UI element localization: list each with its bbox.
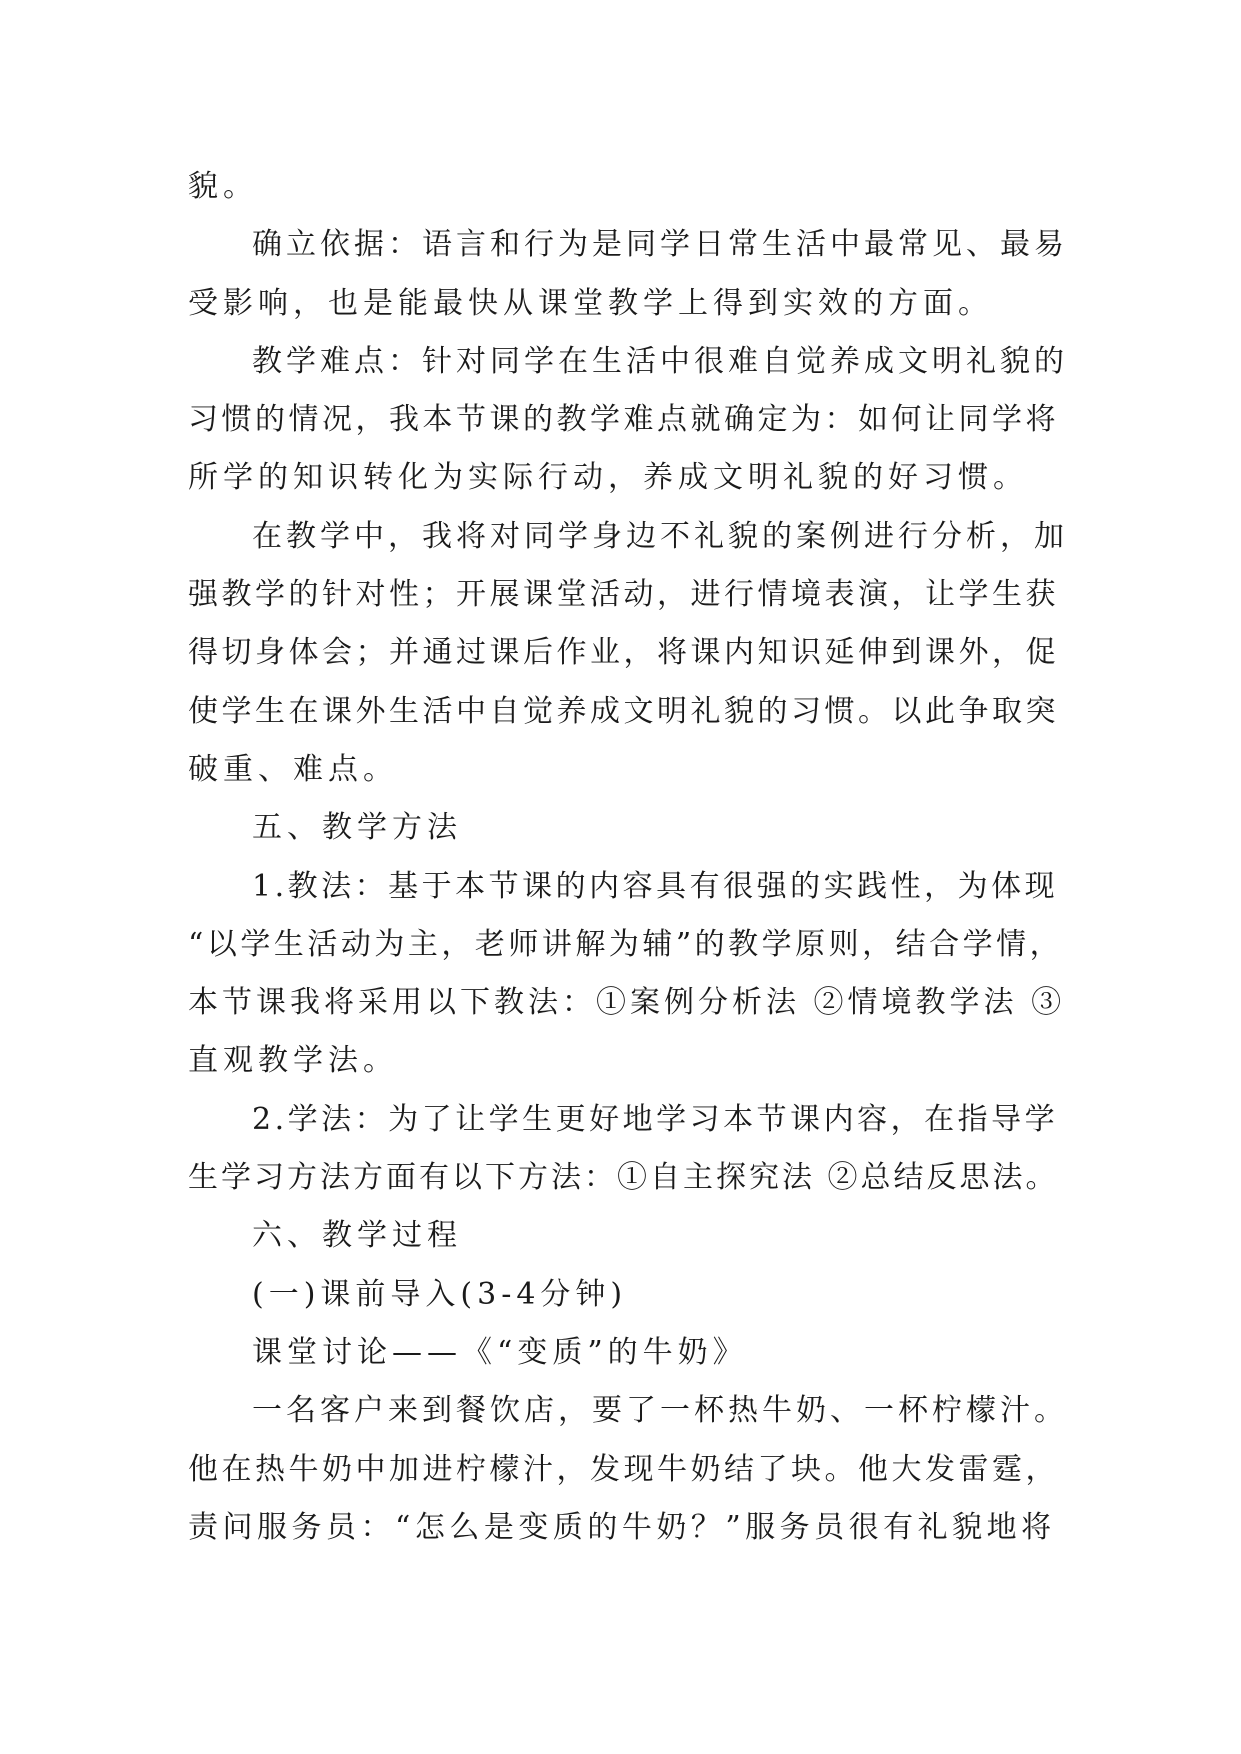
text-line: 在教学中，我将对同学身边不礼貌的案例进行分析，加	[252, 518, 1068, 554]
text-line: 受影响，也是能最快从课堂教学上得到实效的方面。	[188, 285, 993, 321]
text-line: 得切身体会；并通过课后作业，将课内知识延伸到课外，促	[188, 635, 1059, 671]
section-heading: 五、教学方法	[252, 810, 462, 846]
text-line: 强教学的针对性；开展课堂活动，进行情境表演，让学生获	[188, 577, 1059, 613]
text-line: 本节课我将采用以下教法：①案例分析法 ②情境教学法 ③	[188, 985, 1066, 1021]
text-line: 习惯的情况，我本节课的教学难点就确定为：如何让同学将	[188, 402, 1059, 438]
text-line: 貌。	[188, 169, 258, 204]
text-line: 2.学法：为了让学生更好地学习本节课内容，在指导学	[252, 1101, 1059, 1137]
text-line: “以学生活动为主，老师讲解为辅”的教学原则，结合学情，	[188, 926, 1064, 962]
subsection-heading: (一)课前导入(3-4分钟)	[252, 1276, 628, 1312]
text-line: 确立依据：语言和行为是同学日常生活中最常见、最易	[252, 227, 1068, 263]
text-line: 使学生在课外生活中自觉养成文明礼貌的习惯。以此争取突	[188, 693, 1059, 729]
text-line: 1.教法：基于本节课的内容具有很强的实践性，为体现	[252, 868, 1059, 904]
text-line: 教学难点：针对同学在生活中很难自觉养成文明礼貌的	[252, 343, 1068, 379]
text-line: 直观教学法。	[188, 1043, 398, 1079]
text-line: 责问服务员：“怎么是变质的牛奶？”服务员很有礼貌地将	[188, 1509, 1056, 1545]
text-line: 课堂讨论——《“变质”的牛奶》	[252, 1334, 748, 1370]
text-line: 一名客户来到餐饮店，要了一杯热牛奶、一杯柠檬汁。	[252, 1393, 1068, 1429]
text-line: 所学的知识转化为实际行动，养成文明礼貌的好习惯。	[188, 460, 1028, 496]
text-line: 他在热牛奶中加进柠檬汁，发现牛奶结了块。他大发雷霆，	[188, 1451, 1059, 1487]
text-line: 破重、难点。	[188, 751, 398, 787]
document-body	[188, 158, 1068, 1557]
section-heading: 六、教学过程	[252, 1218, 462, 1254]
text-line: 生学习方法方面有以下方法：①自主探究法 ②总结反思法。	[188, 1160, 1059, 1196]
